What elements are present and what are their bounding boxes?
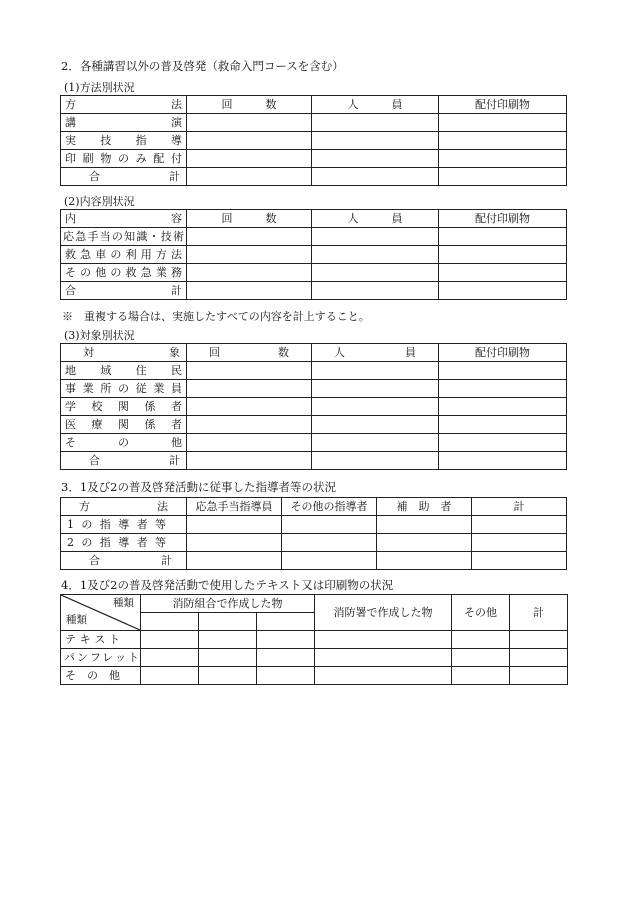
header-target: 対 象 [61,344,187,362]
row-label: 応急手当の知識・技術 [61,228,187,246]
input-cell[interactable] [439,282,567,300]
input-cell[interactable] [257,631,315,649]
input-cell[interactable] [312,168,439,186]
input-cell[interactable] [187,398,312,416]
input-cell[interactable] [439,380,567,398]
table-row [61,132,567,150]
table-header-row [61,595,568,613]
input-cell[interactable] [257,667,315,685]
input-cell[interactable] [312,246,439,264]
table-row [61,150,567,168]
table-header-row [61,96,567,114]
row-label: 事業所の従業員 [61,380,187,398]
table-row [61,380,567,398]
row-label: パンフレット [61,649,141,667]
input-cell[interactable] [439,228,567,246]
input-cell[interactable] [187,282,312,300]
header-count: 回 数 [187,96,312,114]
header-assistant: 補 助 者 [377,498,472,516]
row-label: 印刷物のみ配付 [61,150,187,168]
corner-bottom-label: 種類 [66,614,87,626]
row-label: 救急車の利用方法 [61,246,187,264]
table-row [61,534,567,552]
input-cell[interactable] [439,168,567,186]
row-label: そ の 他 [61,434,187,452]
input-cell[interactable] [187,552,282,570]
input-cell[interactable] [439,452,567,470]
union-subcell[interactable] [257,613,315,631]
table-row [61,264,567,282]
input-cell[interactable] [312,150,439,168]
table-row [61,228,567,246]
input-cell[interactable] [257,649,315,667]
method-table [60,95,567,186]
input-cell[interactable] [439,416,567,434]
input-cell[interactable] [510,631,568,649]
row-label: 合 計 [61,452,187,470]
table-header-row [61,210,567,228]
section4-heading: 4．1及び2の普及啓発活動で使用したテキスト又は印刷物の状況 [61,578,394,592]
row-label: 1の指導者等 [61,516,187,534]
input-cell[interactable] [312,114,439,132]
table-header-row [61,344,567,362]
input-cell[interactable] [141,631,199,649]
header-method: 方 法 [61,96,187,114]
input-cell[interactable] [312,416,439,434]
input-cell[interactable] [187,264,312,282]
input-cell[interactable] [312,452,439,470]
header-printed: 配付印刷物 [439,344,567,362]
input-cell[interactable] [187,416,312,434]
input-cell[interactable] [510,649,568,667]
input-cell[interactable] [282,516,377,534]
input-cell[interactable] [187,132,312,150]
row-label: 医 療 関 係 者 [61,416,187,434]
duplicate-note: ※ 重複する場合は、実施したすべての内容を計上すること。 [62,310,370,323]
row-label: テ キ ス ト [61,631,141,649]
input-cell[interactable] [472,552,567,570]
input-cell[interactable] [472,534,567,552]
input-cell[interactable] [199,667,257,685]
input-cell[interactable] [187,452,312,470]
table-row [61,452,567,470]
input-cell[interactable] [472,516,567,534]
input-cell[interactable] [187,534,282,552]
target-table [60,343,567,470]
row-label: その他の救急業務 [61,264,187,282]
content-table [60,209,567,300]
input-cell[interactable] [315,649,452,667]
input-cell[interactable] [282,534,377,552]
input-cell[interactable] [312,362,439,380]
row-label: 地 域 住 民 [61,362,187,380]
row-label: 合 計 [61,168,187,186]
header-other: その他 [452,595,510,631]
header-count: 回 数 [187,210,312,228]
input-cell[interactable] [439,150,567,168]
corner-header [61,595,141,631]
header-printed: 配付印刷物 [439,210,567,228]
input-cell[interactable] [377,516,472,534]
union-subcell[interactable] [141,613,199,631]
input-cell[interactable] [187,168,312,186]
table-row [61,114,567,132]
row-label: そ の 他 [61,667,141,685]
input-cell[interactable] [439,264,567,282]
input-cell[interactable] [187,434,312,452]
table-row [61,168,567,186]
table-row [61,282,567,300]
table-row [61,416,567,434]
input-cell[interactable] [452,649,510,667]
union-subcell[interactable] [199,613,257,631]
input-cell[interactable] [439,246,567,264]
table-row [61,434,567,452]
table-row [61,398,567,416]
table-row [61,246,567,264]
input-cell[interactable] [377,534,472,552]
header-people: 人 員 [312,210,439,228]
corner-top-label: 種類 [113,597,134,609]
input-cell[interactable] [187,246,312,264]
materials-table [60,594,568,685]
input-cell[interactable] [312,380,439,398]
content-table-label: (2)内容別状況 [64,195,135,208]
input-cell[interactable] [439,434,567,452]
input-cell[interactable] [187,380,312,398]
header-printed: 配付印刷物 [439,96,567,114]
input-cell[interactable] [187,516,282,534]
input-cell[interactable] [312,132,439,150]
header-aid-instructor: 応急手当指導員 [187,498,282,516]
input-cell[interactable] [315,667,452,685]
table-row [61,631,568,649]
target-table-label: (3)対象別状況 [64,329,135,342]
header-other-instructor: その他の指導者 [282,498,377,516]
input-cell[interactable] [377,552,472,570]
input-cell[interactable] [439,132,567,150]
table-header-row [61,498,567,516]
input-cell[interactable] [141,649,199,667]
input-cell[interactable] [187,362,312,380]
input-cell[interactable] [452,667,510,685]
header-method: 方 法 [61,498,187,516]
input-cell[interactable] [312,282,439,300]
input-cell[interactable] [187,114,312,132]
row-label: 実 技 指 導 [61,132,187,150]
row-label: 講 演 [61,114,187,132]
input-cell[interactable] [439,114,567,132]
section3-heading: 3．1及び2の普及啓発活動に従事した指導者等の状況 [61,480,336,494]
method-table-label: (1)方法別状況 [64,81,135,94]
input-cell[interactable] [312,398,439,416]
row-label: 合 計 [61,282,187,300]
input-cell[interactable] [141,667,199,685]
input-cell[interactable] [312,228,439,246]
table-row [61,649,568,667]
input-cell[interactable] [439,362,567,380]
header-people: 人 員 [312,96,439,114]
table-row [61,552,567,570]
input-cell[interactable] [187,228,312,246]
table-row [61,362,567,380]
input-cell[interactable] [187,150,312,168]
input-cell[interactable] [199,631,257,649]
table-row [61,516,567,534]
input-cell[interactable] [312,264,439,282]
input-cell[interactable] [510,667,568,685]
input-cell[interactable] [312,434,439,452]
table-row [61,667,568,685]
header-station-made: 消防署で作成した物 [315,595,452,631]
input-cell[interactable] [282,552,377,570]
instructor-table [60,497,567,570]
header-union-made: 消防組合で作成した物 [141,595,315,613]
row-label: 学 校 関 係 者 [61,398,187,416]
input-cell[interactable] [315,631,452,649]
section2-heading: 2．各種講習以外の普及啓発（救命入門コースを含む） [61,59,344,73]
row-label: 2の指導者等 [61,534,187,552]
header-total: 計 [472,498,567,516]
input-cell[interactable] [439,398,567,416]
row-label: 合 計 [61,552,187,570]
input-cell[interactable] [199,649,257,667]
header-people: 人 員 [312,344,439,362]
header-count: 回 数 [187,344,312,362]
header-content: 内 容 [61,210,187,228]
header-total: 計 [510,595,568,631]
input-cell[interactable] [452,631,510,649]
